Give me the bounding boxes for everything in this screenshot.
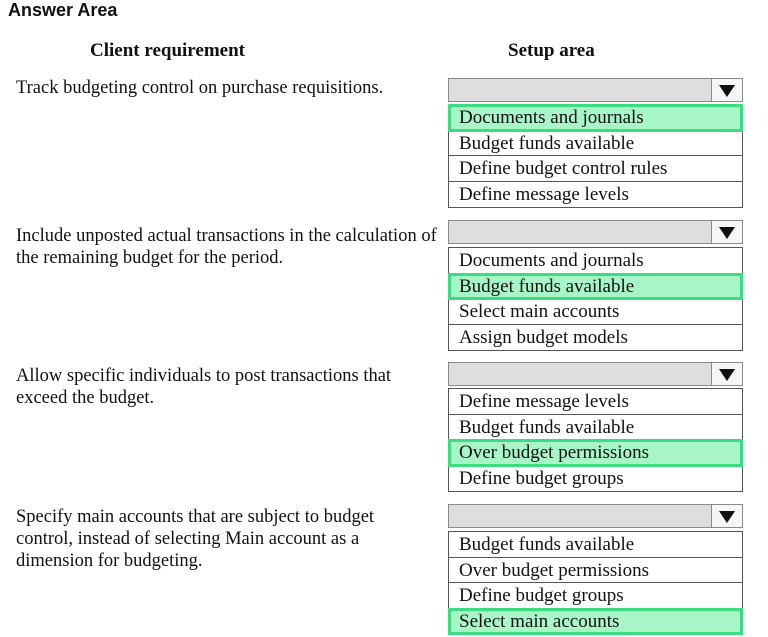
option-item[interactable]: Budget funds available — [449, 274, 742, 300]
option-item[interactable]: Budget funds available — [449, 131, 742, 157]
dropdown-button[interactable] — [711, 221, 742, 243]
option-item[interactable]: Over budget permissions — [449, 558, 742, 584]
option-item[interactable]: Define message levels — [459, 183, 629, 205]
option-item[interactable]: Documents and journals — [449, 105, 742, 131]
requirement-text-1: Track budgeting control on purchase requisitions. — [16, 78, 384, 98]
dropdown-button[interactable] — [711, 505, 742, 527]
chevron-down-icon — [719, 369, 735, 381]
requirement-text-4: Specify main accounts that are subject to budget control, instead of selecting Main account as a dimension for budgeting. — [16, 507, 375, 571]
setup-dropdown-4[interactable] — [448, 504, 743, 528]
dropdown-button[interactable] — [711, 363, 742, 385]
chevron-down-icon — [719, 85, 735, 97]
page-title: Answer Area — [8, 0, 118, 20]
option-list-1 — [448, 104, 743, 208]
option-item[interactable]: Documents and journals — [449, 248, 742, 274]
requirement-text-2: Include unposted actual transactions in the calculation of the remaining budget for the period. — [16, 226, 437, 268]
column-header-requirement: Client requirement — [90, 40, 245, 61]
setup-dropdown-2[interactable] — [448, 220, 743, 244]
setup-dropdown-3[interactable] — [448, 362, 743, 386]
option-item[interactable]: Budget funds available — [449, 415, 742, 441]
chevron-down-icon — [719, 227, 735, 239]
option-item[interactable]: Budget funds available — [449, 532, 742, 558]
option-item[interactable]: Select main accounts — [449, 299, 742, 325]
requirement-text-3: Allow specific individuals to post transactions that exceed the budget. — [16, 366, 392, 408]
option-list-4 — [448, 531, 743, 635]
option-item[interactable]: Define budget groups — [449, 583, 742, 609]
option-list-2 — [448, 247, 743, 351]
option-item[interactable]: Define budget groups — [459, 467, 624, 489]
option-item[interactable]: Define budget control rules — [449, 156, 742, 182]
option-item[interactable]: Assign budget models — [459, 326, 628, 348]
option-item[interactable]: Select main accounts — [449, 609, 742, 635]
option-item[interactable]: Over budget permissions — [449, 440, 742, 466]
column-header-setup-area: Setup area — [508, 40, 595, 61]
dropdown-button[interactable] — [711, 79, 742, 101]
setup-dropdown-1[interactable] — [448, 78, 743, 102]
option-list-3 — [448, 388, 743, 492]
chevron-down-icon — [719, 511, 735, 523]
option-item[interactable]: Define message levels — [449, 389, 742, 415]
